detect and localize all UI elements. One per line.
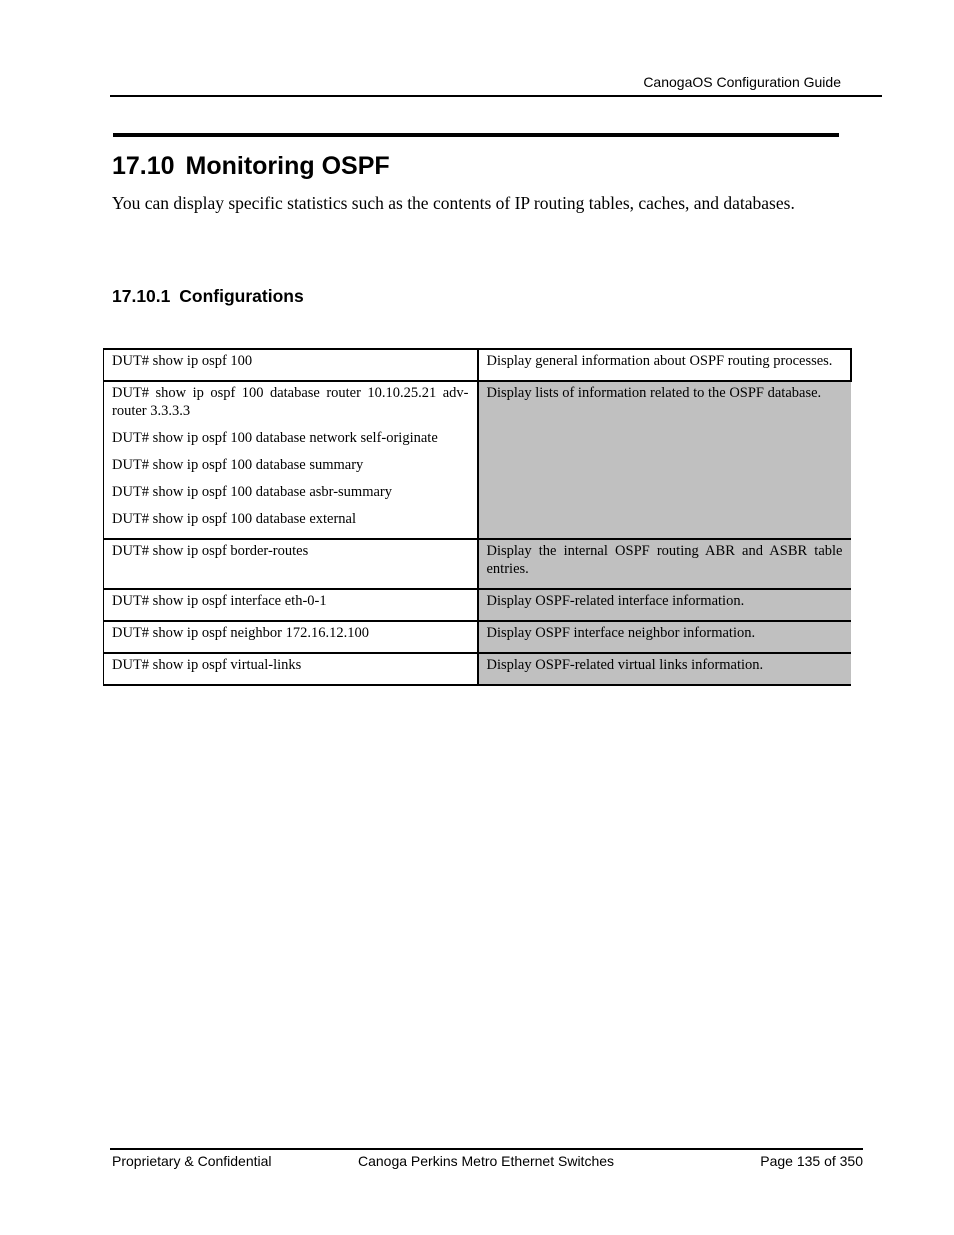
section-heading xyxy=(112,152,390,181)
command-line: DUT# show ip ospf neighbor 172.16.12.100 xyxy=(112,625,369,641)
command-line: DUT# show ip ospf 100 database summary xyxy=(112,457,364,473)
table-row xyxy=(104,539,851,589)
subsection-heading xyxy=(112,286,304,307)
command-line: DUT# show ip ospf 100 xyxy=(112,353,253,369)
section-number: 17.10 xyxy=(112,152,175,180)
page-number: Page 135 of 350 xyxy=(760,1153,863,1169)
command-cell xyxy=(104,653,478,685)
running-header: CanogaOS Configuration Guide xyxy=(643,74,841,90)
command-line: DUT# show ip ospf 100 database network self-originate xyxy=(112,430,438,446)
table-row xyxy=(104,621,851,653)
command-line: DUT# show ip ospf interface eth-0-1 xyxy=(112,593,327,609)
description-cell: Display general information about OSPF routing processes. xyxy=(478,349,851,381)
description-cell: Display lists of information related to the OSPF database. xyxy=(478,381,851,539)
section-title: Monitoring OSPF xyxy=(185,152,390,180)
description-cell: Display OSPF interface neighbor information. xyxy=(478,621,851,653)
description-cell: Display the internal OSPF routing ABR and ASBR table entries. xyxy=(478,539,851,589)
description-cell: Display OSPF-related interface information. xyxy=(478,589,851,621)
section-rule xyxy=(113,133,839,137)
footer-rule xyxy=(110,1148,863,1150)
command-line: DUT# show ip ospf border-routes xyxy=(112,543,309,559)
subsection-number: 17.10.1 xyxy=(112,286,171,306)
command-table xyxy=(103,348,852,686)
table-row xyxy=(104,381,851,539)
footer-confidentiality: Proprietary & Confidential xyxy=(112,1153,272,1169)
footer-product: Canoga Perkins Metro Ethernet Switches xyxy=(358,1153,615,1169)
command-line: DUT# show ip ospf 100 database asbr-summary xyxy=(112,484,392,500)
section-intro: You can display specific statistics such as the contents of IP routing tables, caches, and databases. xyxy=(112,193,795,213)
command-cell xyxy=(104,539,478,589)
table-row xyxy=(104,349,851,381)
command-line: DUT# show ip ospf 100 database external xyxy=(112,511,357,527)
command-cell xyxy=(104,621,478,653)
description-cell: Display OSPF-related virtual links information. xyxy=(478,653,851,685)
header-rule xyxy=(110,95,882,97)
table-row xyxy=(104,589,851,621)
subsection-title: Configurations xyxy=(179,286,304,306)
table-row xyxy=(104,653,851,685)
command-line: DUT# show ip ospf virtual-links xyxy=(112,657,302,673)
command-cell xyxy=(104,349,478,381)
command-line: DUT# show ip ospf 100 database router 10.10.25.21 adv-router 3.3.3.3 xyxy=(112,385,469,419)
command-cell xyxy=(104,589,478,621)
command-cell xyxy=(104,381,478,539)
